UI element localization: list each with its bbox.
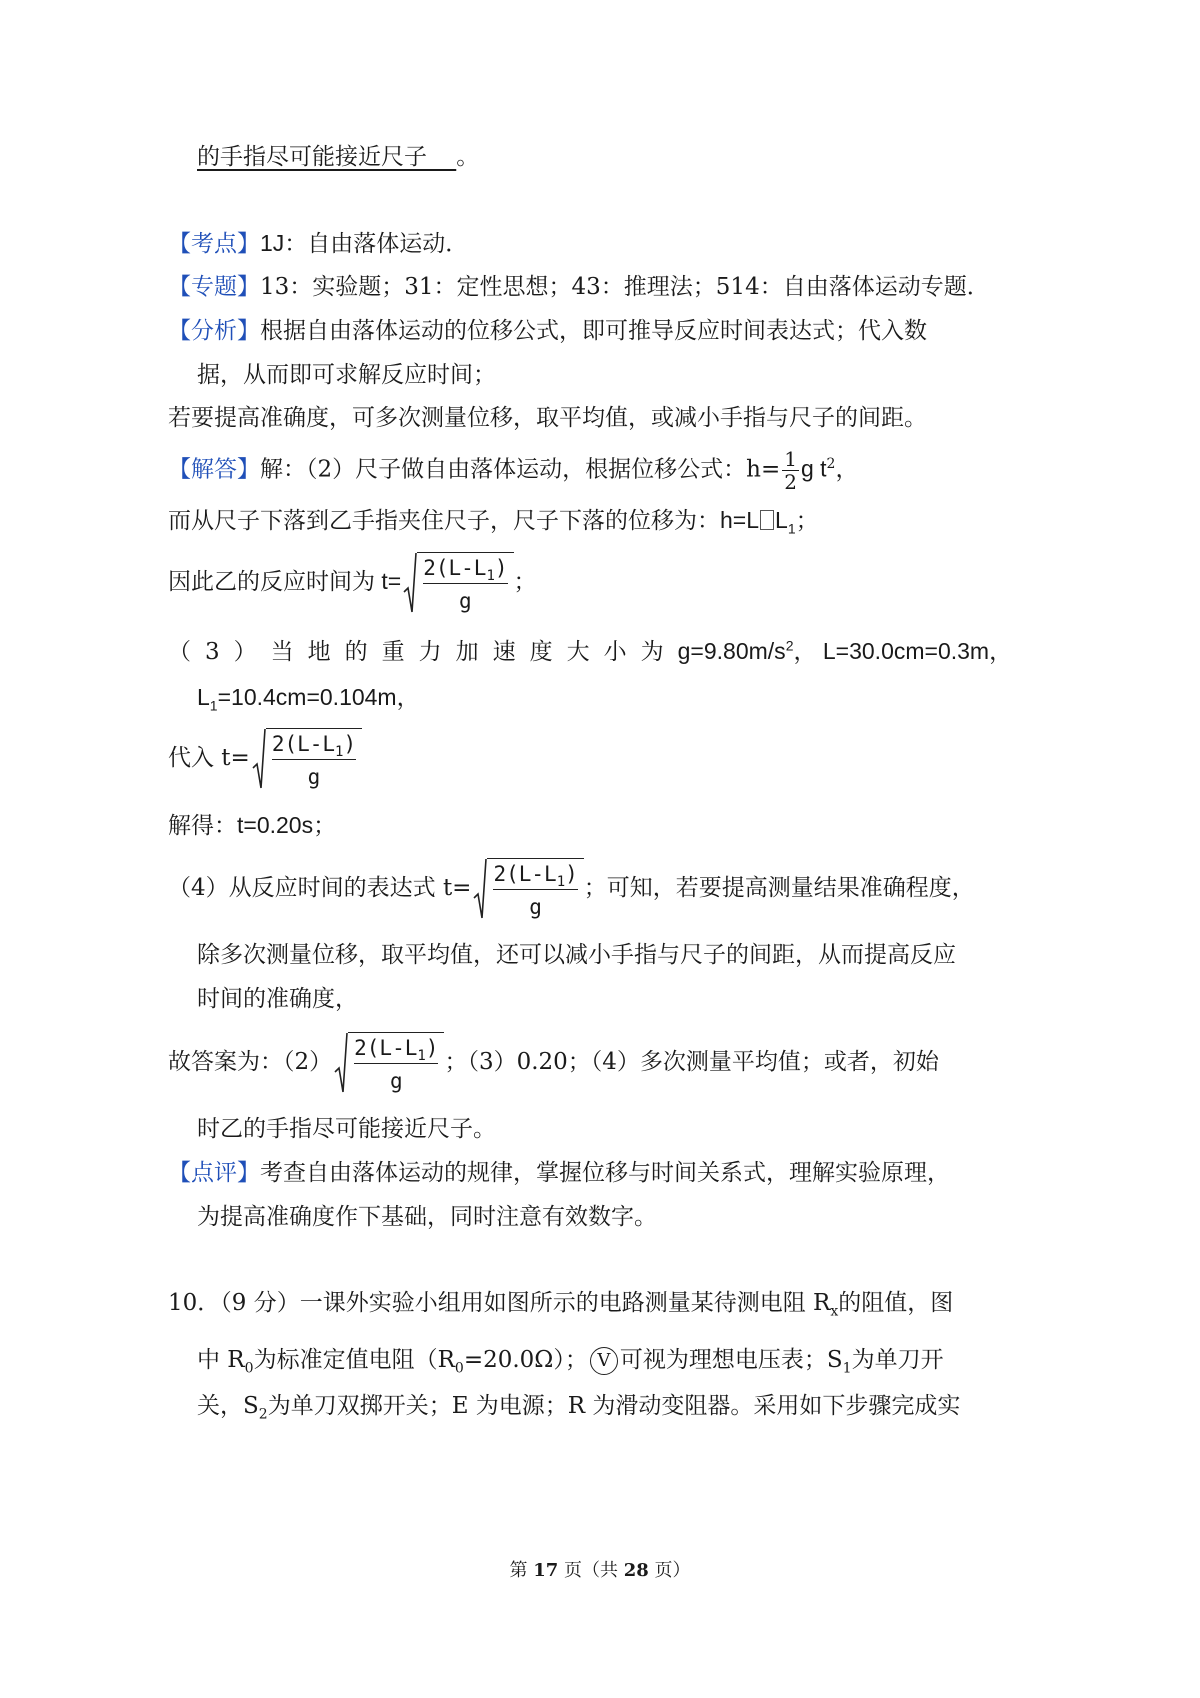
total-pages: 28 <box>623 1560 649 1581</box>
dianping-line-1: 【点评】考查自由落体运动的规律，掌握位移与时间关系式，理解实验原理， <box>168 1160 950 1186</box>
zhuanti-text: 13：实验题；31：定性思想；43：推理法；514：自由落体运动专题． <box>260 274 990 300</box>
zhuanti-tag: 【专题】 <box>168 274 260 300</box>
page-number: 17 <box>533 1560 559 1581</box>
sqrt-formula: $\frac{2(L-L_1)}{g}$ <box>473 858 583 920</box>
fenxi-line-2: 据，从而即可求解反应时间； <box>197 362 496 388</box>
voltmeter-icon: V <box>590 1347 618 1375</box>
part4-line-2: 除多次测量位移，取平均值，还可以减小手指与尺子的间距，从而提高反应 <box>197 942 956 968</box>
jieda-line-1: 【解答】解：（2）尺子做自由落体运动，根据位移公式：h= $\frac{1}{2}$ g $t^2$， <box>168 447 859 494</box>
half-fraction: $\frac{1}{2}$ <box>784 447 797 494</box>
dianping-tag: 【点评】 <box>168 1160 260 1186</box>
part3-line-1: （3）当地的重力加速度大小为$g=9.80m/s^2$， L=30.0cm=0.3m， <box>168 637 1013 665</box>
part4-line-1: （4）从反应时间的表达式 t= $\frac{2(L-L_1)}{g}$ ；可知，若要提高测量结果准确程度， <box>168 858 975 920</box>
jieda-tag: 【解答】 <box>168 456 260 483</box>
kaodian-line <box>168 228 468 259</box>
part3-result: 解得：t=0.20s； <box>168 812 337 838</box>
q10-line-1: 10．（9 分）一课外实验小组用如图所示的电路测量某待测电阻 $R_x$的阻值，图 <box>168 1290 954 1320</box>
q10-line-3: 关，$S_2$为单刀双掷开关；E 为电源；R 为滑动变阻器。采用如下步骤完成实 <box>197 1393 961 1423</box>
q10-line-2: 中 $R_0$为标准定值电阻$(R_0=20.0\Omega)$； V 可视为理想电压表；$S_1$为单刀开 <box>197 1347 944 1377</box>
jieda-line-3: 因此乙的反应时间为 t= $\frac{2(L-L_1)}{g}$ ； <box>168 552 537 614</box>
sqrt-formula: $\frac{2(L-L_1)}{g}$ <box>252 728 362 790</box>
zhuanti-line <box>168 272 990 302</box>
fenxi-line-1: 【分析】根据自由落体运动的位移公式，即可推导反应时间表达式；代入数 <box>168 318 927 344</box>
fenxi-line-3: 若要提高准确度，可多次测量位移，取平均值，或减小手指与尺子的间距。 <box>168 405 927 431</box>
line-continuation: 的手指尽可能接近尺子 。 <box>197 144 480 170</box>
kaodian-tag: 【考点】 <box>168 231 260 257</box>
fenxi-tag: 【分析】 <box>168 318 260 344</box>
dianping-line-2: 为提高准确度作下基础，同时注意有效数字。 <box>197 1204 657 1230</box>
sqrt-formula: $\frac{2(L-L_1)}{g}$ <box>403 552 513 614</box>
part4-line-3: 时间的准确度， <box>197 986 358 1012</box>
answer-line-2: 时乙的手指尽可能接近尺子。 <box>197 1116 496 1142</box>
underlined-answer: 的手指尽可能接近尺子 <box>197 144 427 170</box>
page-footer: 第 17 页（共 28 页） <box>509 1560 691 1581</box>
kaodian-text: 1J：自由落体运动． <box>260 230 469 256</box>
missing-glyph-box <box>760 510 774 530</box>
jieda-line-2: 而从尺子下落到乙手指夹住尺子，尺子下落的位移为：h=L $L_1$； <box>168 507 819 537</box>
part3-line-2: $L_1=10.4cm=0.104m$， <box>197 684 420 714</box>
answer-line-1: 故答案为：（2） $\frac{2(L-L_1)}{g}$ ；（3）0.20；（4）多次测量平均值；或者，初始 <box>168 1032 939 1094</box>
part3-line-3: 代入 t= $\frac{2(L-L_1)}{g}$ <box>168 728 362 790</box>
sqrt-formula: $\frac{2(L-L_1)}{g}$ <box>334 1032 444 1094</box>
